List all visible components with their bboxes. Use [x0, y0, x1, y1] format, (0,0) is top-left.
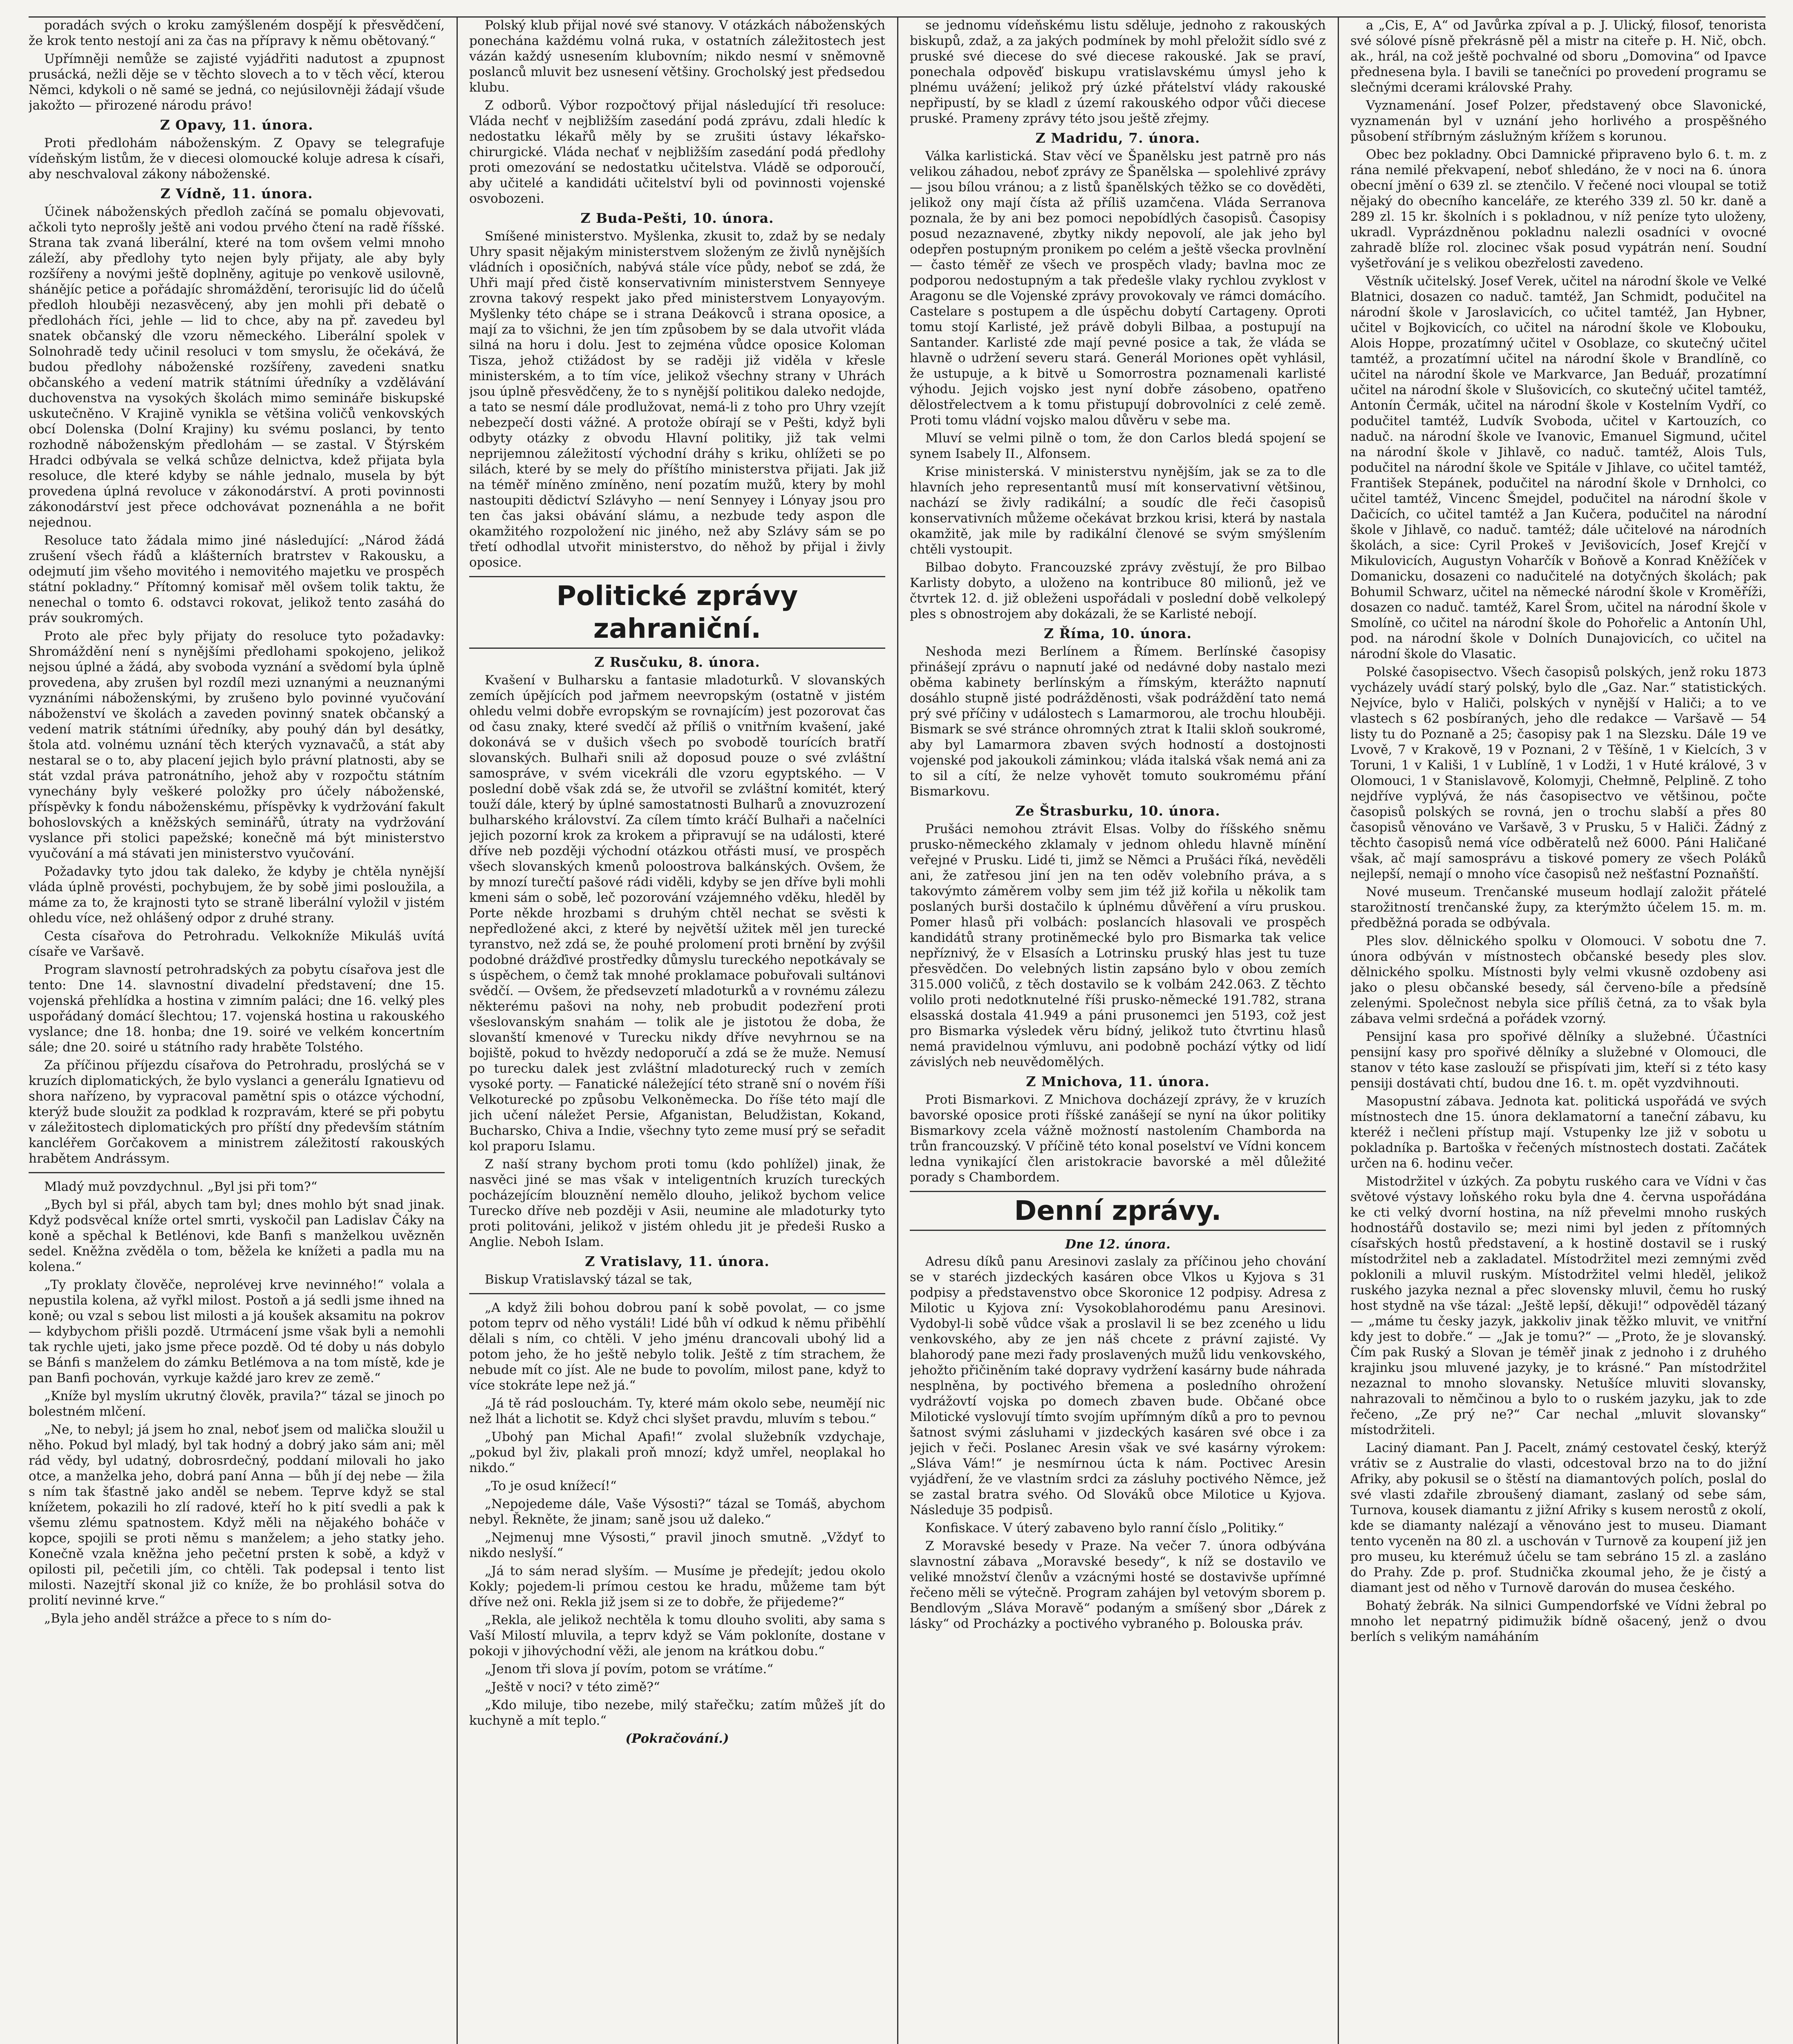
feuilleton-paragraph: Mladý muž povzdychnul. „Byl jsi při tom?“: [44, 1179, 318, 1194]
paragraph: Resoluce tato žádala mimo jiné následující: „Národ žádá zrušení všech řádů a klášterních bratrstev v Rakousku, a odejmutí jim všeho movitého i nemovitého majetku ve prospěch státní pokladny.“ Přítomný komisař měl ovšem tolik taktu, že nenechal o tomto 6. odstavci rokovat, jelikož tento zasáhá do práv soukromých.: [29, 533, 445, 625]
paragraph: Polský klub přijal nové své stanovy. V otázkách náboženských ponechána každému volná ruka, v ostatních záležitostech jest vázán každý usnesením klubovním; nikdo nesmí v sněmovně poslanců mluvit bez usnesení většiny. Grocholský jest předsedou klubu.: [469, 18, 885, 95]
paragraph: Adresu díků panu Aresinovi zaslaly za příčinou jeho chování se v staréch jizdeckých kasáren obce Vlkos u Kyjova s 31 podpisy a představenstvo obce Skoronice 12 podpisy. Adresa z Milotic u Kyjova zní: Vysokoblahorodému panu Aresinovi. Vydobyl-li sobě vůdce však a proslavil li se bez zceného u lidu venkovského, aby ze jen náš chcete z právní zajisté. Vy blahorodý pane mezi řady proslavených mužů lidu venkovského, jehožto přičiněním také dopravy vydržení kasárny bude náhrada nesplněna, by poctivého břemena a posledního ohrožení vydrážovtí vojska po domech zbaven bude. Občané obce Milotické vyslovují tímto svojím upřímným díků a pro to pevnou šatnost svými zásluhami v jizdeckých kasáren své obce i za jejich v řeči. Poslanec Aresin však ve své kasárny výrokem: „Sláva Vám!“ je nesmírnou úcta k nám. Poctivec Aresin vyjádření, že ve vlastním srdci za zásluhy poctivého Němce, jež se zastal bratra svého. Od Slováků obce Milotice u Kyjova. Následuje 35 podpisů.: [910, 1254, 1326, 1517]
feuilleton-paragraph: „Rekla, ale jelikož nechtěla k tomu dlouho svoliti, aby sama s Vaší Milostí mluvila, a teprv když se Vám pokloníte, dostane v pokoji v jihovýchodní věži, ale jenom na krátkou dobu.“: [469, 1613, 885, 1659]
section-heading: Politické zprávy zahraniční.: [469, 576, 885, 649]
paragraph: Obec bez pokladny. Obci Damnické připraveno bylo 6. t. m. z rána nemilé překvapení, neboť shledáno, že v noci na 6. února obecní jmění o 639 zl. se ztenčilo. V řečené noci vloupal se totiž nějaký do obecního kanceláře, ze kterého 339 zl. 50 kr. daně a 289 zl. 15 kr. školních i s pokladnou, v níž peníze tyto uloženy, ukradl. Vyprázdněnou pokladnu nalezli osadníci v ovocné zahradě blíže rol. zlocinec však posud vypátrán není. Soudní vyšetřování je s velikou obezřelosti zavedeno.: [1350, 147, 1766, 271]
dateline: Z Vratislavy, 11. února.: [585, 1253, 770, 1269]
paragraph: Upřímněji nemůže se zajisté vyjádřiti nadutost a zpupnost prusácká, nežli děje se v těchto slovech a to v těch věcí, kterou Němci, kdykoli o ně samé se jedná, co nejúsilovněji žádají všude jakožto — přirozené národu právo!: [29, 52, 445, 113]
paragraph: Cesta císařova do Petrohradu. Velkokníže Mikuláš uvítá císaře ve Varšavě.: [29, 929, 445, 959]
feuilleton-paragraph: „Bych byl si přál, abych tam byl; dnes mohlo být snad jinak. Když podsvěcal kníže ortel smrti, vyskočil pan Ladislav Čáky na koně a spěchal k Betlénovi, kde Banfi s manželkou uvězněn sedel. Kněžna zvěděla o tom, běžela ke knížeti a padla mu na kolena.“: [29, 1197, 445, 1274]
column-3: [910, 18, 1326, 2044]
issue-date: Dne 12. února.: [1065, 1237, 1171, 1252]
paragraph: Neshoda mezi Berlínem a Římem. Berlínské časopisy přinášejí zprávu o napnutí jaké od nedávné doby nastalo mezi oběma kabinety berlínským a římským, kterážto napnutí dosáhlo stupně jisté podrážděnosti, však podráždění tato nemá prý své příčiny v událostech s Lamarmorou, ale trochu hlouběji. Bismark se své stránce ohromných ztrat k Italii skloň soukromé, aby byl Lamarmora zbaven svých hodností a dostojnosti vojenské pod jakoukoli záminkou; vláda italská však nemá ani za to sil a cítí, že nelze vyhovět tomuto soukromému přání Bismarkovu.: [910, 644, 1326, 799]
paragraph: Požadavky tyto jdou tak daleko, že kdyby je chtěla nynější vláda úplně provésti, pochybujem, že by sobě jimi posloužila, a máme za to, že krajnosti tyto se straně liberální vyložil v jistém ohledu více, než ohlášený odpor z druhé strany.: [29, 864, 445, 926]
section-divider: [29, 1172, 445, 1173]
feuilleton-paragraph: „Já to sám nerad slyším. — Musíme je předejít; jedou okolo Kokly; pojedem-li prímou cestou ke hradu, můžeme tam být dříve než oni. Rekla již jsem si ze to dobře, že přijedeme?“: [469, 1564, 885, 1609]
feuilleton-paragraph: „To je osud knížecí!“: [485, 1479, 617, 1493]
feuilleton-paragraph: „A když žili bohou dobrou paní k sobě povolat, — co jsme potom teprv od něho vystáli! Lidé bůh ví odkud k němu přiběhlí dělali s ním, co chtěli. V jeho jménu drancovali ubohý lid a potom jeho, že ho ještě nebylo tolik. Ještě z tím strachem, že nebude mít co jíst. Ale ne bude to povolím, milost pane, když to více stokráte lepe než já.“: [469, 1300, 885, 1393]
dateline: Z Vídně, 11. února.: [160, 186, 313, 202]
paragraph: Biskup Vratislavský tázal se tak,: [485, 1272, 693, 1287]
dateline: Z Buda-Pešti, 10. února.: [580, 210, 774, 226]
paragraph: Mluví se velmi pilně o tom, že don Carlos bledá spojení se synem Isabely II., Alfonsem.: [910, 431, 1326, 461]
dateline: Ze Štrasburku, 10. února.: [1015, 803, 1220, 819]
paragraph: Z naší strany bychom proti tomu (kdo pohlížel) jinak, že nasvěci jiné se mas však v inteligentních kruzích tureckých pocházejícím blouznění nemělo dlouho, jelikož bychom velice Turecko dříve neb později v Asii, neumine ale mladoturky tyto proti politováni, jelikož v jistém ohledu jit je předeši Rusko a Anglie. Neboh Islam.: [469, 1157, 885, 1249]
paragraph: poradách svých o kroku zamýšleném dospějí k přesvědčení, že krok tento nestojí ani za čas na přípravy k němu obětovaný.“: [29, 18, 445, 48]
column-1: [29, 18, 445, 2044]
feuilleton-paragraph: „Kdo miluje, tibo nezebe, milý stařečku; zatím můžeš jít do kuchyně a mít teplo.“: [469, 1698, 885, 1728]
paragraph: a „Cis, E, A“ od Javůrka zpíval a p. J. Ulický, filosof, tenorista své sólové písně překrásně pěl a mistr na citeře p. H. Nič, obch. ak., hrál, na což ještě pochvalné od sboru „Domovina“ od Ipavce přednesena byla. I bavili se tanečníci po provedení programu se slečnými dcerami královské Prahy.: [1350, 18, 1766, 95]
continuation-note: (Pokračování.): [625, 1731, 729, 1746]
column-2: [469, 18, 885, 2044]
section-heading: Denní zprávy.: [910, 1191, 1326, 1231]
paragraph: Z Moravské besedy v Praze. Na večer 7. února odbývána slavnostní zábava „Moravské besedy“, k níž se dostavilo ve veliké množství členův a vzácnými hosté se dostavivše upřímné řečeno měli se výtečně. Program zahájen byl vetovým sborem p. Bendlovým „Sláva Moravě“ podaným a smíšený sbor „Dárek z lásky“ od Procházky a poctivého vybraného p. Bolouska práv.: [910, 1539, 1326, 1631]
dateline: Z Rusčuku, 8. února.: [594, 654, 760, 670]
paragraph: Mistodržitel v úzkých. Za pobytu ruského cara ve Vídni v čas světové výstavy loňského roku byla dne 4. června uspořádána ke cti velký dvorní hostina, na níž převelmi mnoho ruských hodnostářů dostavilo se; mezi nimi byl jeden z přítomných císařských hostů představení, a k hostině dostavil se i ruský místodržitel neb a zakladatel. Místodržitel mezi zemnými zvěd poklonili a mluvil ruským. Místodržitel velmi hleděl, jelikož ruského jazyka neznal a přec slovensky mluvil, čemu ho ruský host stydně na vše tázal: „Ještě lepší, děkuji!“ odpověděl tázaný — „máme tu česky jazyk, jakkoliv jinak těžko mluvit, ve vnitřní kdy jest to dobře.“ — „Jak je tomu?“ — „Proto, že je slovanský. Čím pak Ruský a Slovan je téměř jinak z jednoho i z druhého krajinku jsou mluvené jazyky, je to krásné.“ Pan místodržitel nezaznal to mnoho slovansky. Netušíce mluviti slovansky, nahrazovali to němčinou a bylo to o ruském jazyku, jak to zde řečeno, „Ze prý ne?“ Car nechal „mluvit slovansky“ místodržiteli.: [1350, 1174, 1766, 1437]
paragraph: Pensijní kasa pro spořivé dělníky a služebné. Účastníci pensijní kasy pro spořivé dělníky a služebné v Olomouci, dle stanov v této kase zaslouží se přispívati jim, kteří si z této kasy pensiji dostávati chtí, budou dne 16. t. m. opět vyzdvihnouti.: [1350, 1029, 1766, 1091]
paragraph: Kvašení v Bulharsku a fantasie mladoturků. V slovanských zemích úpějících pod jařmem neevropským (ostatně v jistém ohledu velmi dobře evropským se rovnajícím) jest pozorovat čas od času znaky, které svedčí až příliš o vnitřním kvašení, jaké dokonává se v dušich všech po svobodě tourících bratří slovanských. Bulhaři snili až doposud pouze o své zvláštní samospráve, v svém vicekráli dle vzoru egyptského. — V poslední době však zdá se, že utvořil se zvláštní komitét, který touží dále, který by úplné samostatnosti Bulharů a znovuzrození bulharského království. Za cílem tímto kráčí Bulhaři a načelníci jejich pozorní krok za krokem a připravují se na události, které dříve neb později východní otázkou otřásti musí, ve prospěch všech slovanských kmenů poloostrova balkánských. Ovšem, že by mnozí turečtí pašové rádi viděli, kdyby se jen dříve byli mohli kmeni sám o sobě, leč pozorování vzájemného vděku, hleděl by Porte někde hrozbami s druhým chtěl nechat se svěsti k nepředložené akci, z které by největší užitek měl jen turecké tyranstvo, než zdá se, že pouhé prolomení proti brnění by zvýšil podobné drážďivé prostředky důmyslu tureckého nepotkávaly se s úspěchem, o čemž tak mnohé proklamace pobuřovali sultánovi svědčí. — Ovšem, že předsevzetí mladoturků a v rovnému zálezu některému pašovi na nohy, neb probudit podezření proti všeslovanským snahám — tolik ale je jistotou že doba, že slovanští kmenové v Turecku nikdy dříve nevyhrnou se na bojiště, pokud to hvězdy nedoporučí a zdá se že muže. Nemusí po turecku dalek jest zvláštní mladoturecký ruch v zemích vysoké porty. — Fanatické náležející této straně sní o novém říši Velkoturecké po způsobu Velkoněmecka. Do říše této mají dle jich učení náležet Persie, Afganistan, Beludžistan, Kokand, Bucharsko, Chiva a Indie, všechny tyto zeme musí prý se seřadit kol praporu Islamu.: [469, 673, 885, 1154]
paragraph: Za příčinou příjezdu císařova do Petrohradu, proslýchá se v kruzích diplomatických, že bylo vyslanci a generálu Ignatievu od shora nařízeno, by vypracoval pamětní spis o otázce východní, kterýž bude sloužit za podklad k rozpravám, které se při pobytu v záležitostech diplomatických pro příští dny především státním kancléřem Gorčakovem a ministrem záležitostí rakouských hrabětem Andrássym.: [29, 1058, 445, 1166]
feuilleton-paragraph: „Nejmenuj mne Výsosti,“ pravil jinoch smutně. „Vždyť to nikdo neslyší.“: [469, 1530, 885, 1560]
column-rule: [457, 18, 458, 2044]
paragraph: Konfiskace. V úterý zabaveno bylo ranní číslo „Politiky.“: [925, 1521, 1284, 1535]
feuilleton-paragraph: „Ty proklaty člověče, neprolévej krve nevinného!“ volala a nepustila kolena, až vyřkl milost. Postoň a já sedli jsme ihned na koně; ou vzal s sebou list milosti a já koušek aksamitu na pokrov — kdybychom přišli pozdě. Utrmácení jsme však byli a nemohli tak rychle ujeti, jako jsme přece pozdě. Od té doby u nás dobylo se Bánfi s manželem do zámku Betlémova a na tom místě, kde je pan Banfi pochován, vyrkuje každé jaro krev ze země.“: [29, 1278, 445, 1385]
paragraph: Laciný diamant. Pan J. Pacelt, známý cestovatel český, kterýž vrátiv se z Australie do vlasti, odcestoval brzo na to do jižní Afriky, aby pokusil se o štěstí na diamantových polích, poslal do své vlasti zdařile zbroušený diamant, zaslaný od sebe sám, Turnova, kousek diamantu z jižní Afriky s kusem nerostů z okolí, kde se diamanty nalézají a věnováno jest to museu. Diamant tento vyceněn na 80 zl. a uschován v Turnově za koupení již jen pro museu, ku kterémuž účelu se tam sebráno 15 zl. a zasláno do Prahy. Zde p. prof. Studnička zkoumal jeho, že je čistý a diamant jest od něho v Turnově darován do musea českého.: [1350, 1441, 1766, 1595]
feuilleton-paragraph: „Ještě v noci? v této zimě?“: [485, 1680, 660, 1694]
feuilleton-paragraph: „Jenom tři slova jí povím, potom se vrátíme.“: [485, 1662, 774, 1676]
newspaper-page: [29, 16, 1766, 2044]
paragraph: Program slavností petrohradských za pobytu císařova jest dle tento: Dne 14. slavnostní divadelní představení; dne 15. vojenská přehlídka a hostina v zimním paláci; dne 16. velký ples uspořádaný domácí šlechtou; 17. vojenská hostina u rakouského vyslance; dne 18. honba; dne 19. soiré ve velkém koncertním sále; dne 20. soiré u státního rady hraběte Tolstého.: [29, 962, 445, 1055]
feuilleton-paragraph: „Nepojedeme dále, Vaše Výsosti?“ tázal se Tomáš, abychom nebyl. Řekněte, že jinam; saně jsou už daleko.“: [469, 1497, 885, 1527]
paragraph: Polské časopisectvo. Všech časopisů polských, jenž roku 1873 vycházely uvádí starý polský, bylo dle „Gaz. Nar.“ statistických. Nejvíce, bylo v Haliči, polských v nynější v Haliči; a to ve vlastech s 62 posbíraných, jeho dle redakce — Varšavě — 54 listy tu do Poznaně a 25; časopisy pak 1 na Slezsku. Dále 19 ve Lvově, 7 v Krakově, 19 v Poznani, 2 v Těšíně, 1 v Kielcích, 3 v Toruni, 1 v Kališi, 1 v Lublíně, 1 v Lodži, 1 v Huté králové, 3 v Olomouci, 1 v Stanislavově, Kolomyji, Chełmně, Pelplině. Z toho nejdříve vyplývá, že nás časopisectvo ve většinou, počte časopisů polských se rovná, jen o trochu slabší a přes 80 časopisů věnováno ve Varšavě, 3 v Prusku, 5 v Haliči. Žádný z těchto časopisů nemá více odběratelů než 6000. Páni Haličané však, ač mají samosprávu a tiskové pomery ze všech Poláků nejlepší, nemají o mnoho více časopisů než nešťastní Poznaňští.: [1350, 665, 1766, 881]
paragraph: Nové museum. Trenčanské museum hodlají založit přátelé starožitností trenčanské župy, za kterýmžto účelem 15. m. m. předběžná porada se odbývala.: [1350, 885, 1766, 930]
paragraph: Proti předlohám náboženským. Z Opavy se telegrafuje vídeňským listům, že v diecesi olomoucké koluje adresa k císaři, aby neschvaloval zákony náboženské.: [29, 136, 445, 182]
paragraph: Z odborů. Výbor rozpočtový přijal následující tři resoluce: Vláda nechť v nejbližším zasedání podá zprávu, zdali hledíc k nedostatku lékařů měly by se zrušiti ústavy lékařsko-chirurgické. Vláda nechať v nejbližším zasedání podá předlohy proti omezování se nedostatku učitelstva. Vládě se odporoučí, aby učitelé a kandidáti učitelství byli od povinnosti vojenské osvobozeni.: [469, 98, 885, 206]
column-rule: [1338, 18, 1339, 2044]
feuilleton-paragraph: „Byla jeho anděl strážce a přece to s ním do-: [44, 1611, 331, 1626]
paragraph: Krise ministerská. V ministerstvu nynějším, jak se za to dle hlavních jeho representantů musí mít konservativní většinou, nachází se živly radikální; a soudíc dle řeči časopisů konservativních můžeme očekávat brzkou krisi, která by nastala okamžitě, jak mile by radikální členové se svým smýšlením chtěli vystoupit.: [910, 464, 1326, 557]
paragraph: Proti Bismarkovi. Z Mnichova docházejí zprávy, že v kruzích bavorské oposice proti říšské zanášejí se nyní na úkor politiky Bismarkovy zcela vážně možností nastolením Chamborda na trůn francouzský. V příčině této konal poselství ve Vídni koncem ledna vynikající člen aristokracie bavorské a měl důležité porady s Chambordem.: [910, 1092, 1326, 1185]
paragraph: Vyznamenání. Josef Polzer, představený obce Slavonické, vyznamenán byl v uznání jeho horlivého a prospěšného působení stříbrným záslužným křížem s korunou.: [1350, 98, 1766, 144]
feuilleton-paragraph: „Ne, to nebyl; já jsem ho znal, neboť jsem od malička sloužil u něho. Pokud byl mladý, byl tak hodný a dobrý jako sám ani; měl rád vědy, byl udatný, dobrosrdečný, poddaní milovali ho jako otce, a manželka jeho, dobrá paní Anna — bůh jí dej nebe — žila s ním tak šťastně jako anděl se nebem. Teprve když se stal knížetem, pokazili ho zlí radové, kteří ho k pití svedli a pak k všemu zlému spatnostem. Když měli na nějakého boháče v kopce, spojili se proti němu s manželem; a jeho statky jeho. Konečně vzala kněžna jeho pečetní prsten k sobě, a když v opilosti pil, pečetili jím, co chtěli. Tak podepsal i tento list milosti. Nazejtří skonal již co kníže, že bo prohlásil sotva do prolití nevinné krve.“: [29, 1422, 445, 1608]
dateline: Z Říma, 10. února.: [1044, 625, 1192, 641]
dateline: Z Mnichova, 11. února.: [1026, 1074, 1210, 1089]
paragraph: se jednomu vídeňskému listu sděluje, jednoho z rakouských biskupů, zdaž, a za jakých podmínek by mohl přeložit sídlo své z pruské své diecese do své diecese rakouské. Jak se praví, ponechala odpověď biskupu vratislavskému úmysl jeho k plnému uvážení; jelikož prý úzké přátelství vlády rakouské nepřipustí, by se kladl z území rakouského odpor vůči diecese pruské. Prameny zprávy této jsou ještě zřejmy.: [910, 18, 1326, 126]
paragraph: Účinek náboženských předloh začíná se pomalu objevovati, ačkoli tyto neprošly ještě ani vodou prvého čtení na radě říšské. Strana tak zvaná liberální, které na tom ovšem velmi mnoho záleží, aby předlohy tyto nejen byly přijaty, ale aby byly rozšířeny a novými ještě doplněny, agituje po venkově usilovně, shánějíc petice a pořádajíc shromáždění, terorisujíc lid do účelů předloh hlouběji nezasvěcený, aby jen mohli při debatě o předlohách říci, jehle — lid to chce, aby na př. zavedeu byl snatek občanský dle vzoru německého. Liberální spolek v Solnohradě tedy učinil resoluci v tom smyslu, že očekává, že budou předlohy náboženské rozšířeny, zavedeni snatku občanského a vedení matrik státními úředníky a vzdělávání duchovenstva na vysokých školách mimo semináře biskupské uskutečněno. V Krajině vynikla se většina voličů venkovských obcí Dolenska (Dolní Krajiny) ku svému poslanci, by tento rozhodně náboženským předlohám — se zastal. V Štýrském Hradci odbývala se velká schůze delnictva, kdež přijata byla resoluce, dle které kdyby se náhle jednalo, musela by být provedena úplná revoluce v zákonodárství. A proti povinnosti zákonodárství jest přece odchovávat poznenáhla a ne bořit nejednou.: [29, 204, 445, 530]
paragraph: Masopustní zábava. Jednota kat. politická uspořádá ve svých místnostech dne 15. února deklamatorní a taneční zábavu, ku kteréž i nečleni přístup mají. Vstupenky lze již v sobotu u pokladníka p. Bartoška v řečených místnostech dostati. Začátek určen na 6. hodinu večer.: [1350, 1094, 1766, 1171]
paragraph: Smíšené ministerstvo. Myšlenka, zkusit to, zdaž by se nedaly Uhry spasit nějakým ministerstvem složeným ze živlů nynějších vládních i oposičních, nabývá stále více půdy, neboť se zdá, že Uhři mají před čistě konservativním ministerstvem Sennyeye zrovna takový respekt jako před ministerstvem Lonyayovým. Myšlenky této chápe se i strana Deákovců i strana oposice, a mají za to všichni, že jen tím způsobem by se dala utvořit vláda silná na horu i dolu. Jest to zejména vůdce oposice Koloman Tisza, jehož ctižádost by se raději již viděla v křesle ministerském, a to tím více, jelikož všechny strany v Uhrách jsou úplně přesvědčeny, že to s nynější politikou daleko nedojde, a tato se nesmí dále prodlužovat, nemá-li z toho pro Uhry vzejít nebezpečí dosti vážné. A protože obírají se v Pešti, když byli odbyty otázky z obvodu Hlavní politiky, již tak velmi neprijemnou záležitostí východní dráhy s kriku, ohlížeti se po silách, které by se mely do příštího ministerstva přijati. Jak již na téměř míněno zmíněno, není pozatím mužů, ktery by mohl nastoupiti dědictví Szlávyho — není Sennyey i Lónyay jsou pro ten čas jaksi obávání slámu, a nezbude tedy aspon dle okamžitého rozpoložení nic jiného, než aby Szlávy sám se po třetí odhodlal utvořit ministerstvo, do něhož by přijal i živly oposice.: [469, 229, 885, 570]
paragraph: Proto ale přec byly přijaty do resoluce tyto požadavky: Shromáždění není s nynějšími předlohami spokojeno, jelikož nejsou úplné a žádá, aby svoboda vyznání a svědomí byla úplně provedena, aby zrušen byl rozdíl mezi uznanými a neuznanými vyznáními náboženskými, by zrušeno bylo povinné vyučování náboženství ve školách a zaveden povinný snatek občanský a vedení matrik státními úředníky, aby pouhý dán byl desátky, štola atd. volnému uznání těch kterých vyznavačů, a stát aby nestaral se o to, aby placení jejich bylo právní platnosti, aby se stát vzdal práva patronátního, jehož aby v rozpočtu státním vynechány byly veškeré položky pro účely náboženské, příspěvky k fondu náboženskému, příspěvky k vydržování fakult bohoslovských a kněžských seminářů, útraty na vydržování vyslance při stolici papežské; konečně má být ministerstvo vyučování a má stávati jen ministerstvo vyučování.: [29, 629, 445, 861]
column-4: [1350, 18, 1766, 2044]
paragraph: Věstník učitelský. Josef Verek, učitel na národní škole ve Velké Blatnici, dosazen co naduč. tamtéž, Jan Schmidt, podučitel na národní škole v Jaroslavicích, co učitel tamtéž, Jan Hybner, učitel v Bojkovicích, co učitel na národní škole ve Klobouku, Alois Hoppe, prozatímný učitel v Osoblaze, co skutečný učitel tamtéž, a prozatímní učitel na národní škole v Brandlíně, co učitel na národní škole ve Markvarce, Jan Beduář, prozatímní učitel na národní škole v Slušovicích, co skutečný učitel tamtéž, Antonín Čermák, učitel na národní škole v Kostelním Vydří, co podučitel tamtéž, Ludvík Svoboda, učitel v Kartouzích, co naduč. na národní škole ve Ivanovic, Emanuel Sigmund, učitel na národní škole v Jihlavě, co naduč. tamtéž, Alois Tuls, podučitel na národní škole ve Spitále v Jihlave, co učitel tamtéž, František Stepánek, podučitel na národní škole v Drnholci, co učitel tamtéž, Vincenc Šmejdel, podučitel na národní škole v Dačicích, co učitel tamtéž a Jan Kučera, podučitel na národní škole v Jihlavě, co naduč. tamtéž; dále učitelové na národních školách, a sice: Cyril Prokeš v Jevišovicích, Josef Krejčí v Mikulovicích, Augustyn Voharčík v Boňově a Konrad Kněžíček v Domanicku, dosazeni co nadučitelé na dotyčných školách; pak Bohumil Schwarz, učitel na německé národní škole v Kroměříži, dosazen co naduč. tamtéž, Karel Šrom, učitel na národní škole v Smolíně, co učitel na národní škole do Pohořelic a Antonín Uhl, pod. na národní škole v Dolních Dunajovicích, co učitel na národní škole do Vlasatic.: [1350, 274, 1766, 661]
paragraph: Válka karlistická. Stav věcí ve Španělsku jest patrně pro nás velikou záhadou, neboť zprávy ze Španělska — spolehlivé zprávy — jsou bílou vránou; a z listů španělských těžko se co dověděti, jelikož ony mají čísta až příliš uzamčena. Vláda Serranova poznala, že by ani bez pomoci nepobídlých časopisů. Časopisy posud nezaznavené, zbytky nikdy nepovolí, ale jak jeho byl odepřen postupným pronikem po celém a ještě všecka provlnění — často téměř ze všech ve prospěch vlady; bavlna moc ze podporou nedostupným a tak předešle vlaky rychlou zvyklost v Aragonu se dle Vojenské zprávy provokovaly ve rámci domácího. Castelare s postupem a dle úspěchu dobytí Cartageny. Oproti tomu stojí Karlisté, jež právě dobyli Bilbaa, a postupují na Santander. Karlisté zde mají pevné posice a tak, že vláda se hlavně o udržení severu stará. Generál Moriones opět vyhlásil, že ustupuje, a k bitvě u Somorrostra poznamenali karlisté výhodu. Jejich vojsko jest nyní dobře zásobeno, opatřeno dělostřelectvem a k tomu přistupují dobrovolníci z celé země. Proti tomu vládní vojsko malou důvěru v sebe ma.: [910, 149, 1326, 428]
column-rule: [897, 18, 898, 2044]
feuilleton-paragraph: „Ubohý pan Michal Apafi!“ zvolal služebník vzdychaje, „pokud byl živ, plakali proň mnozí; když umřel, neoplakal ho nikdo.“: [469, 1430, 885, 1475]
paragraph: Bohatý žebrák. Na silnici Gumpendorfské ve Vídni žebral po mnoho let nepatrný pidimužik bídně ošacený, jenž o dvou berlích s velikým namáháním: [1350, 1598, 1766, 1644]
paragraph: Ples slov. dělnického spolku v Olomouci. V sobotu dne 7. února odbýván v místnostech občanské besedy ples slov. dělnického spolku. Místnosti byly velmi vkusně ozdobeny asi jako o plesu občanské besedy, sál červeno-bíle a předsíně zelenými. Společnost nebyla sice příliš četná, za to však byla zábava velmi srdečná a pořádek vzorný.: [1350, 934, 1766, 1026]
feuilleton-paragraph: „Já tě rád poslouchám. Ty, které mám okolo sebe, neumějí nic než lhát a lichotit se. Když chci slyšet pravdu, mluvím s tebou.“: [469, 1396, 885, 1426]
paragraph: Bilbao dobyto. Francouzské zprávy zvěstují, že pro Bilbao Karlisty dobyto, a uloženo na kontribuce 80 milionů, jež ve čtvrtek 12. d. již obleženi uspořádali v poslední době velkolepý ples s obnostrojem aby dokázali, že se Karlisté nebojí.: [910, 560, 1326, 621]
section-divider: [469, 1293, 885, 1294]
feuilleton-paragraph: „Kníže byl myslím ukrutný člověk, pravila?“ tázal se jinoch po bolestném mlčení.: [29, 1389, 445, 1419]
dateline: Z Madridu, 7. února.: [1035, 130, 1200, 146]
dateline: Z Opavy, 11. února.: [160, 117, 313, 133]
paragraph: Prušáci nemohou ztrávit Elsas. Volby do říšského sněmu prusko-německého zklamaly v jednom ohledu hlavně mínění veřejné v Prusku. Lidé ti, jimž se Němci a Prušáci říká, nevěděli ani, že zatřesou jiní jen na ten oděv volebního práva, a s takovýmto záměrem volby sem jim též již kořila u několik tam poslaných burši dostačilo k úplnému důvěření a víru pruskou. Pomer hlasů při volbách: poslancích hlasovali ve prospěch kandidátů strany protiněmecké bylo pro Bismarka tak velice nepříznivý, že v Elsasích a Lotrinsku pruský hlas jest tu tuze přesvědčen. Do velebných listin zapsáno bylo v obou zemích 315.000 voličů, z těch dostavilo se k volbám 242.063. Z těchto volilo proti nedotknutelné říši prusko-německé 191.782, strana elsasská dostala 41.949 a páni prusonemci jen 5193, což jest pro Bismarka výsledek věru bídný, jelikož tuto čtvrtinu hlasů nemá pravidelnou výmluvu, ani podobně pochází výtky od lidí závislých neb neuvědomělých.: [910, 822, 1326, 1069]
